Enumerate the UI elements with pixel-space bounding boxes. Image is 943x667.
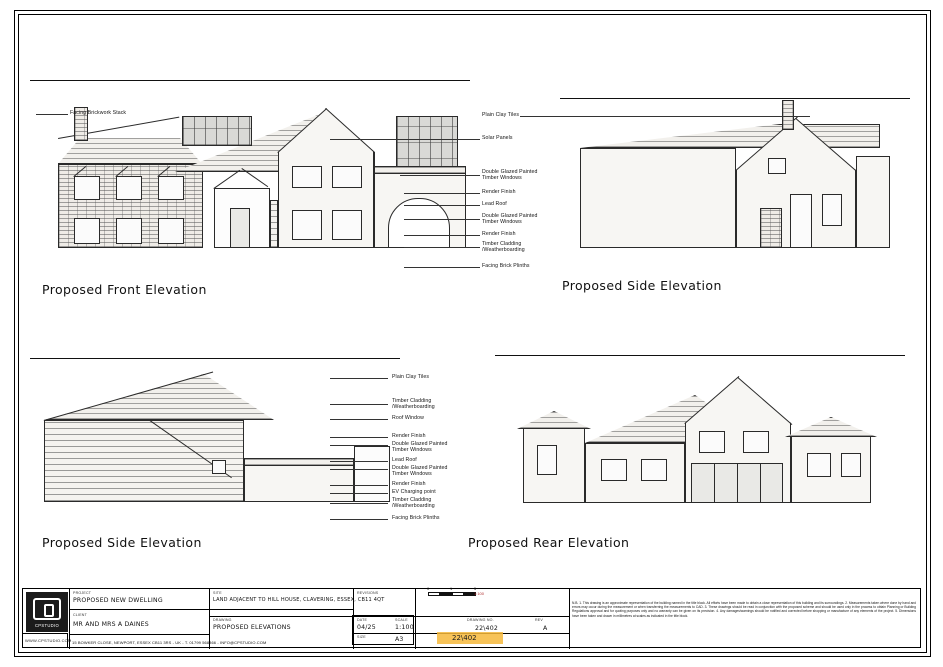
side-top-window bbox=[822, 194, 842, 226]
side-top-ground-line bbox=[560, 98, 910, 99]
scale-tick-2: 5 bbox=[474, 586, 477, 591]
front-right-roof bbox=[374, 166, 466, 174]
rear-window bbox=[537, 445, 557, 475]
field-value-scale: 1:100 bbox=[395, 624, 414, 631]
field-caption-project: PROJECT bbox=[73, 591, 92, 595]
front-window bbox=[158, 218, 184, 244]
rear-window bbox=[841, 453, 861, 477]
annotation-sidebottom-10: Facing Brick Plinths bbox=[392, 515, 440, 521]
website-text: WWW.CPSTUDIO.COM bbox=[25, 638, 72, 643]
side-elevation-bottom-drawing bbox=[30, 358, 400, 536]
field-value-rev: A bbox=[543, 625, 548, 632]
annotation-front-8: Facing Brick Plinths bbox=[482, 263, 530, 269]
annotation-side-0: Plain Clay Tiles bbox=[482, 112, 520, 118]
scale-tick-1: 1 bbox=[450, 586, 453, 591]
rear-window bbox=[699, 431, 725, 453]
side-bottom-roof bbox=[44, 374, 274, 420]
rear-window bbox=[641, 459, 667, 481]
side-top-door bbox=[790, 194, 812, 248]
annotation-front-5: Double Glazed Painted Timber Windows bbox=[482, 213, 538, 226]
rear-window bbox=[807, 453, 831, 477]
field-caption-revisions: REVISIONS bbox=[357, 591, 379, 595]
revision-box bbox=[352, 615, 414, 645]
side-top-right-wing bbox=[856, 156, 890, 248]
leader-line bbox=[330, 445, 388, 446]
front-entrance-door bbox=[230, 208, 250, 248]
rear-window bbox=[743, 431, 769, 453]
leader-line bbox=[330, 419, 388, 420]
front-window bbox=[116, 218, 142, 244]
front-window bbox=[332, 210, 362, 240]
field-value-size: A3 bbox=[395, 636, 404, 643]
side-top-chimney bbox=[782, 100, 794, 130]
field-value-date: 04/25 bbox=[357, 624, 376, 631]
logo-mark-icon bbox=[33, 598, 61, 620]
leader-line bbox=[330, 437, 388, 438]
annotation-front-0: Facing Brickwork Stack bbox=[70, 110, 127, 116]
field-value-drawing-no: 22\402 bbox=[475, 625, 498, 632]
leader-line bbox=[404, 235, 480, 236]
side-bottom-ground-line bbox=[30, 358, 400, 359]
annotation-sidebottom-4: Double Glazed Painted Timber Windows bbox=[392, 441, 448, 454]
scale-note: 1:100 bbox=[474, 591, 485, 596]
leader-line bbox=[36, 114, 68, 115]
leader-line bbox=[330, 503, 388, 504]
leader-line bbox=[330, 404, 388, 405]
annotation-sidebottom-7: Render Finish bbox=[392, 481, 426, 487]
annotation-sidebottom-5: Lead Roof bbox=[392, 457, 417, 463]
footer-address: 15 BOWKER CLOSE, NEWPORT, ESSEX CB11 3RS - UK - T. 01799 568866 - INFO@CPSTUDIO.COM bbox=[72, 640, 267, 645]
leader-line bbox=[330, 519, 388, 520]
leader-line bbox=[400, 175, 480, 176]
field-caption-drawing-no: DRAWING NO. bbox=[467, 618, 494, 622]
leader-line bbox=[520, 116, 810, 117]
studio-logo bbox=[26, 592, 68, 632]
drawing-notes: N.B. 1. This drawing is an approximate representation of the building named in the title block. All efforts have been made to obtain a close representation of this building and its surroundings. 2. Measurements taken where done by hand and errors may occur during the measurement or when transferring the measurements to CAD. 3. These drawings should be read in conjunction with the proposed scheme and should be used only in the process to obtain Planning or Building Regulations approval and for quoting purposes only and no warranty can be given on its precision. 4. Any damages/warnings should be notified and corrected before shopping or manufacture of any elements of the project. 5. Dimensions have been taken and drawn in millimetres at scales as indicated in the title block. bbox=[572, 601, 916, 618]
leader-line bbox=[404, 193, 480, 194]
side-bottom-right-roof bbox=[244, 458, 354, 466]
leader-line bbox=[404, 247, 480, 248]
annotation-front-3: Render Finish bbox=[482, 189, 516, 195]
front-left-wing-roof bbox=[58, 138, 202, 164]
field-value-drawing: PROPOSED ELEVATIONS bbox=[213, 624, 291, 631]
annotation-sidebottom-8: EV Charging point bbox=[392, 489, 436, 495]
leader-line bbox=[404, 219, 480, 220]
title-front-elevation: Proposed Front Elevation bbox=[42, 282, 207, 297]
field-value-project: PROPOSED NEW DWELLING bbox=[73, 597, 163, 604]
rear-ground-line bbox=[495, 355, 905, 356]
front-window bbox=[116, 176, 142, 200]
front-window bbox=[332, 166, 362, 188]
side-top-roof bbox=[580, 124, 880, 148]
side-top-brick-plinth bbox=[760, 208, 782, 248]
leader-line bbox=[330, 469, 388, 470]
field-value-site: LAND ADJACENT TO HILL HOUSE, CLAVERING, ESSEX, CB11 4QT bbox=[213, 597, 385, 603]
side-top-window bbox=[768, 158, 786, 174]
side-top-left-wall bbox=[580, 148, 736, 248]
field-caption-rev: REV bbox=[535, 618, 543, 622]
field-caption-scale: SCALE bbox=[395, 618, 408, 622]
annotation-sidebottom-2: Roof Window bbox=[392, 415, 424, 421]
title-rear-elevation: Proposed Rear Elevation bbox=[468, 535, 630, 550]
front-window bbox=[158, 176, 184, 200]
annotation-front-1: Solar Panels bbox=[482, 135, 513, 141]
title-side-elevation-top: Proposed Side Elevation bbox=[562, 278, 722, 293]
front-window bbox=[292, 166, 322, 188]
leader-line bbox=[404, 267, 480, 268]
annotation-front-4: Lead Roof bbox=[482, 201, 507, 207]
annotation-front-7: Timber Cladding /Weatherboarding bbox=[482, 241, 525, 254]
front-cladding-band bbox=[270, 200, 278, 248]
field-value-client: MR AND MRS A DAINES bbox=[73, 621, 149, 628]
field-caption-client: CLIENT bbox=[73, 613, 87, 617]
leader-line bbox=[404, 205, 480, 206]
rear-window bbox=[601, 459, 627, 481]
front-ground-line bbox=[30, 80, 470, 81]
annotation-sidebottom-3: Render Finish bbox=[392, 433, 426, 439]
annotation-sidebottom-9: Timber Cladding /Weatherboarding bbox=[392, 497, 435, 510]
scale-tick-0: 0 bbox=[427, 586, 430, 591]
leader-line bbox=[330, 493, 388, 494]
drawing-no-overlay: 22\402 bbox=[452, 634, 477, 642]
leader-line bbox=[330, 461, 388, 462]
annotation-sidebottom-0: Plain Clay Tiles bbox=[392, 374, 430, 380]
front-window bbox=[292, 210, 322, 240]
logo-name: CPSTUDIO bbox=[34, 623, 60, 628]
side-elevation-top-drawing bbox=[560, 98, 910, 276]
rear-elevation-drawing bbox=[495, 355, 905, 537]
annotation-front-2: Double Glazed Painted Timber Windows bbox=[482, 169, 538, 182]
rear-far-left-roof bbox=[517, 411, 591, 429]
title-side-elevation-bottom: Proposed Side Elevation bbox=[42, 535, 202, 550]
side-bottom-window bbox=[212, 460, 226, 474]
annotation-sidebottom-1: Timber Cladding /Weatherboarding bbox=[392, 398, 435, 411]
annotation-sidebottom-6: Double Glazed Painted Timber Windows bbox=[392, 465, 448, 478]
field-caption-drawing: DRAWING bbox=[213, 618, 232, 622]
annotation-front-6: Render Finish bbox=[482, 231, 516, 237]
leader-line bbox=[330, 139, 480, 140]
front-window bbox=[74, 176, 100, 200]
front-solar-panels bbox=[182, 116, 252, 146]
front-window bbox=[74, 218, 100, 244]
rear-right-roof bbox=[785, 417, 877, 437]
website-cell bbox=[22, 633, 72, 648]
leader-line bbox=[330, 485, 388, 486]
rear-left-wing-wall bbox=[585, 443, 685, 503]
leader-line bbox=[330, 378, 388, 379]
field-caption-size: SIZE bbox=[357, 635, 366, 639]
field-caption-date: DATE bbox=[357, 618, 368, 622]
field-caption-site: SITE bbox=[213, 591, 222, 595]
